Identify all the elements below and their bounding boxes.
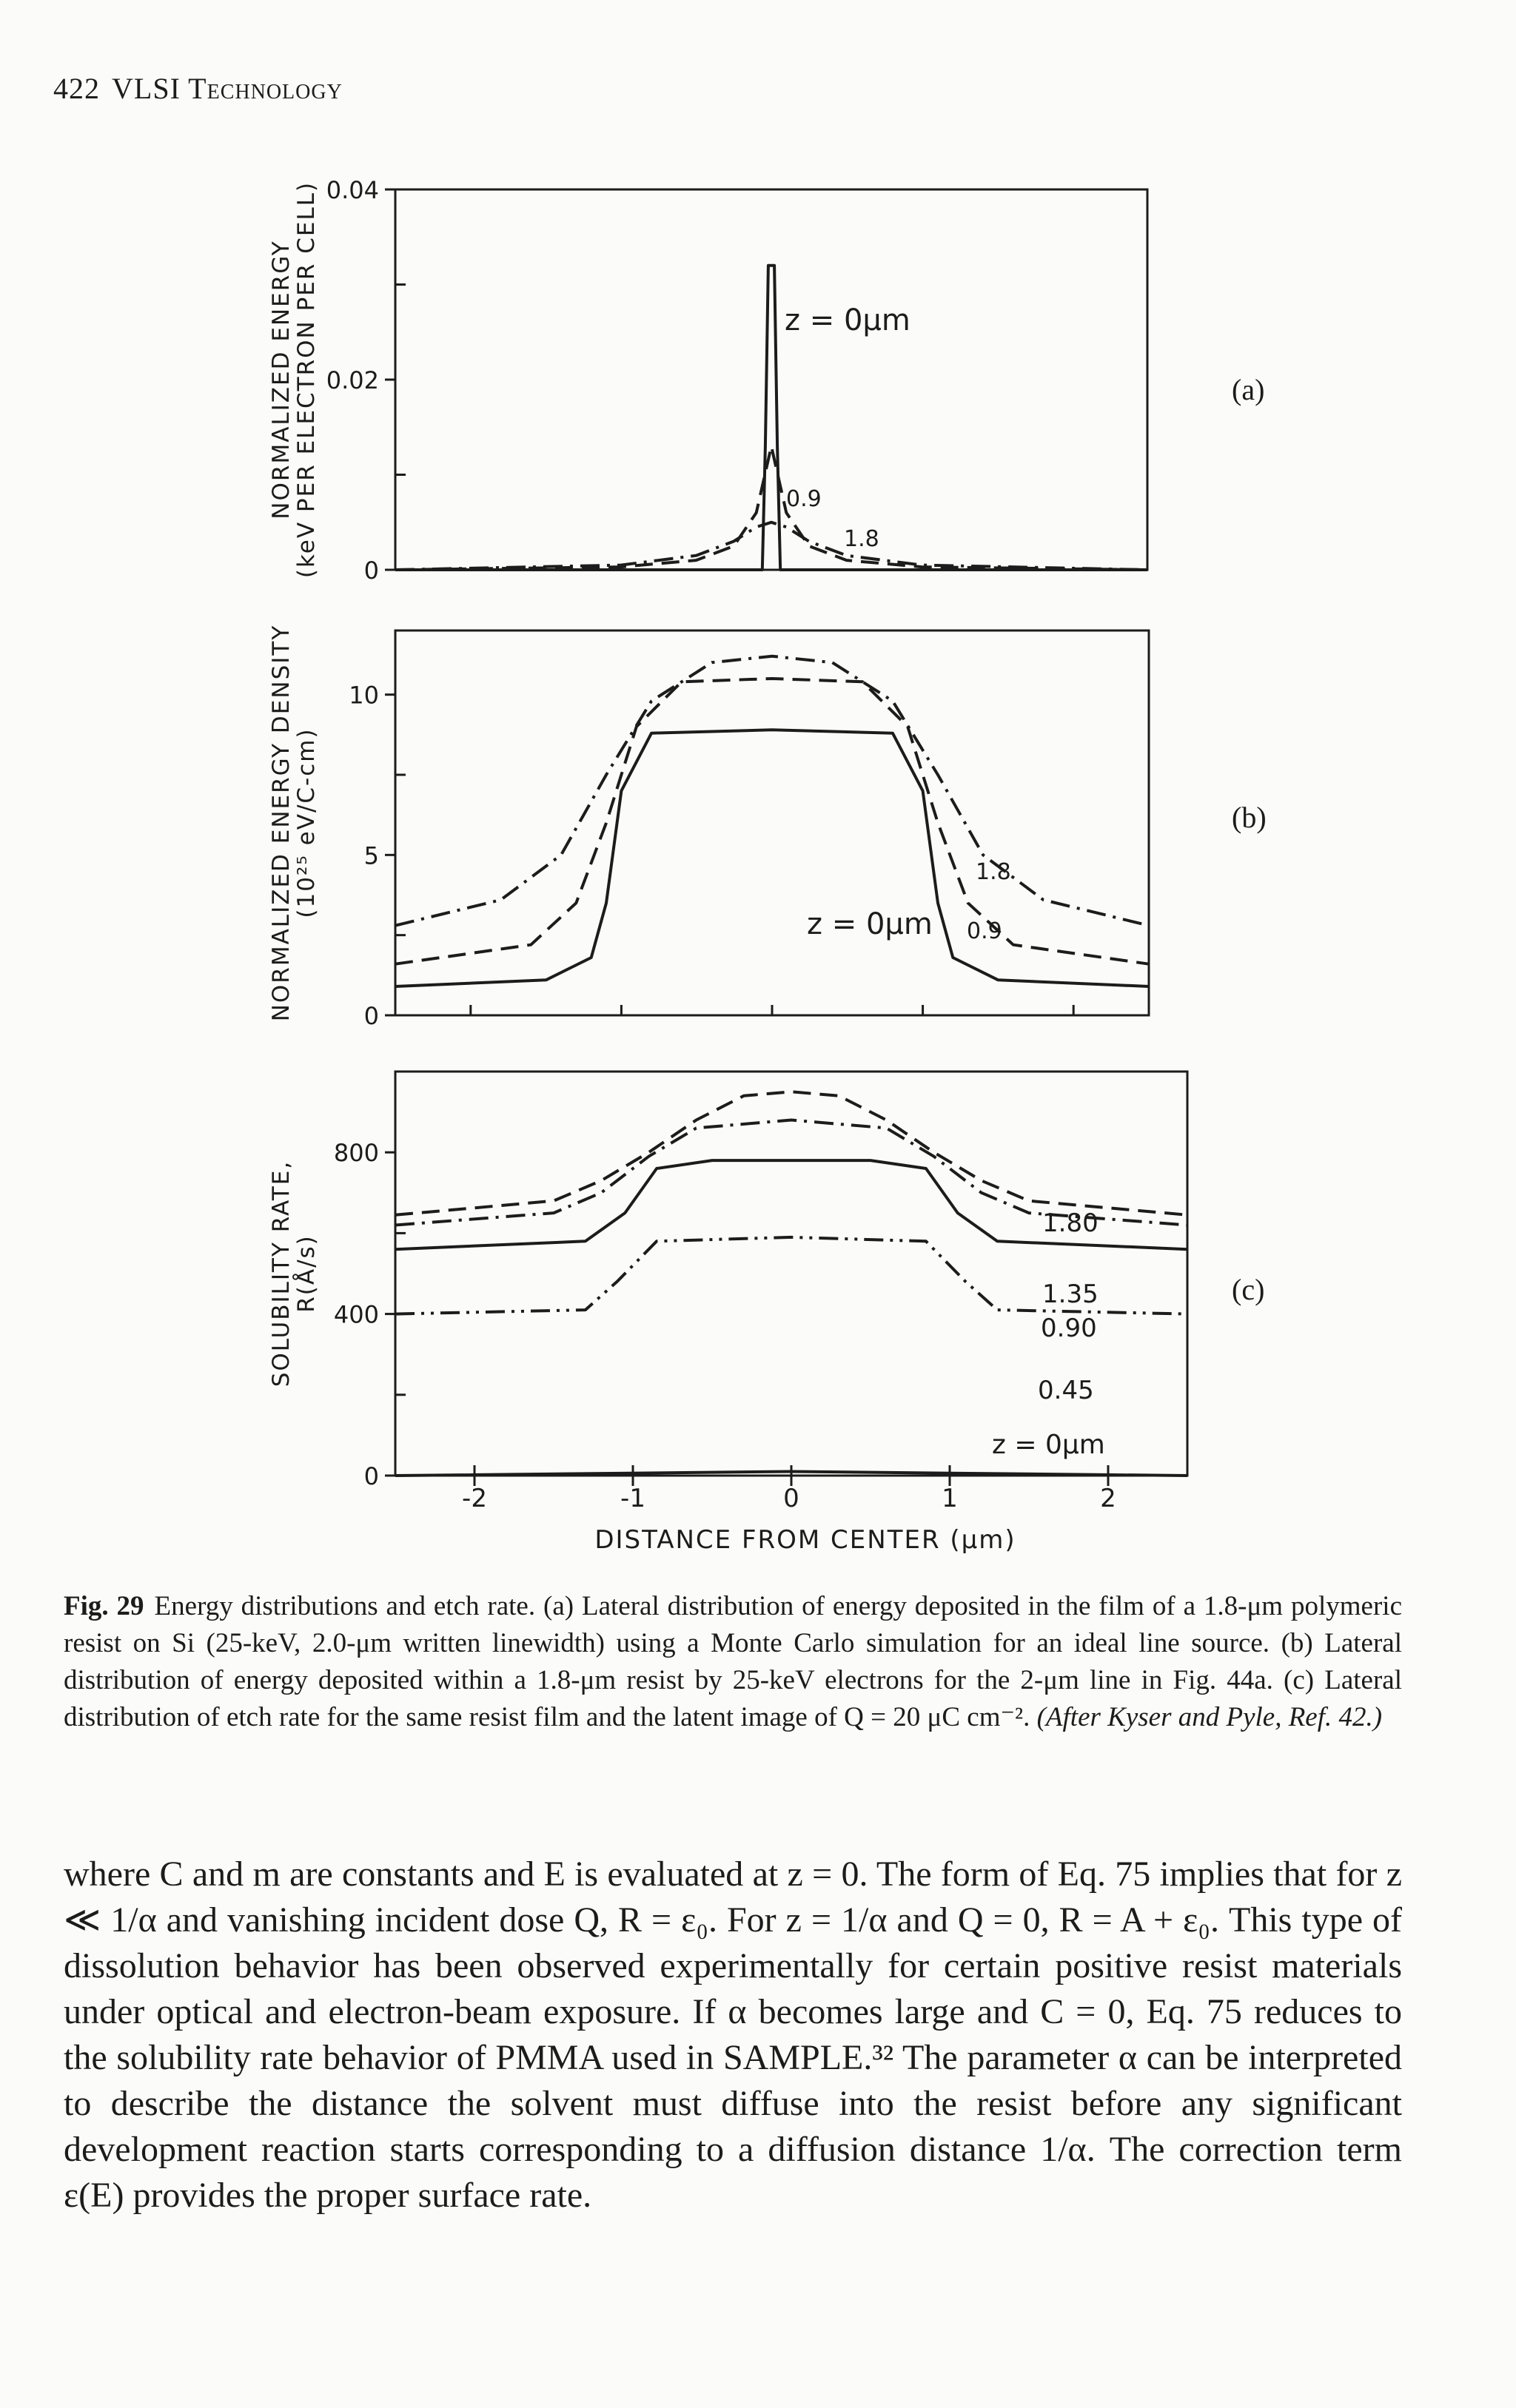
curve-label: z = 0μm — [992, 1430, 1105, 1460]
panel-label: (c) — [1232, 1273, 1265, 1306]
y-tick-label: 0 — [363, 1002, 379, 1030]
caption-text: Energy distributions and etch rate. (a) Lateral distribution of energy deposited in the film of a 1.8-μm polymeric resist on Si (25-keV, 2.0-μm written linewidth) using a Monte Carlo simulation for an ideal line source. (b) Lateral distribution of energy deposited within a 1.8-μm resist by 25-keV electrons for the 2-μm line in Fig. 44a. (c) Lateral distribution of etch rate for the same resist film and the latent image of Q = 20 μC cm⁻². — [64, 1591, 1402, 1732]
curve-label: 0.9 — [967, 918, 1002, 944]
series-line — [395, 446, 1147, 570]
y-tick-label: 10 — [349, 681, 379, 710]
y-axis-title: NORMALIZED ENERGY — [268, 240, 295, 519]
panel-frame — [395, 189, 1147, 570]
y-axis-title: (10²⁵ eV/C-cm) — [293, 727, 320, 918]
panel-label: (a) — [1232, 373, 1265, 406]
panel-a — [268, 176, 1264, 585]
figure-caption — [64, 1588, 1402, 1736]
panel-c — [268, 1072, 1264, 1490]
y-tick-label: 5 — [363, 841, 379, 870]
y-axis-title: (keV PER ELECTRON PER CELL) — [293, 181, 320, 579]
series-line — [395, 656, 1149, 926]
page-number: 422 — [53, 72, 100, 105]
y-tick-label: 800 — [333, 1139, 379, 1168]
series-line — [395, 522, 1147, 570]
curve-label: 1.35 — [1042, 1279, 1099, 1309]
panel-label: (b) — [1232, 801, 1267, 834]
panel-frame — [395, 1072, 1187, 1476]
panel-frame — [395, 630, 1149, 1015]
x-tick-label: 1 — [942, 1484, 958, 1513]
y-tick-label: 0 — [363, 556, 379, 585]
y-axis-title: SOLUBILITY RATE, — [268, 1160, 295, 1388]
curve-label: 0.90 — [1041, 1314, 1097, 1343]
y-tick-label: 0 — [363, 1462, 379, 1490]
series-line — [395, 1092, 1187, 1215]
x-tick-label: -1 — [620, 1484, 645, 1513]
curve-label: 0.45 — [1038, 1376, 1094, 1405]
x-axis-title: DISTANCE FROM CENTER (μm) — [594, 1525, 1016, 1555]
curve-label: 1.80 — [1042, 1208, 1099, 1238]
y-tick-label: 0.02 — [326, 366, 379, 394]
curve-label: 0.9 — [786, 486, 822, 512]
body-paragraph: where C and m are constants and E is evaluated at z = 0. The form of Eq. 75 implies that for z ≪ 1/α and vanishing incident dose Q, R = ε₀. For z = 1/α and Q = 0, R = A + ε₀. This type of dissolution behavior has been observed experimentally for certain positive resist materials under optical and electron-beam exposure. If α becomes large and C = 0, Eq. 75 reduces to the solubility rate behavior of PMMA used in SAMPLE.³² The parameter α can be interpreted to describe the distance the solvent must diffuse into the resist before any significant development reaction starts corresponding to a diffusion distance 1/α. The correction term ε(E) provides the proper surface rate. — [64, 1854, 1402, 2215]
x-tick-label: 2 — [1100, 1484, 1116, 1513]
curve-label: z = 0μm — [807, 907, 933, 941]
y-tick-label: 0.04 — [326, 176, 379, 204]
series-line — [395, 679, 1149, 964]
running-title: VLSI Technology — [112, 72, 343, 105]
curve-label: 1.8 — [844, 526, 879, 552]
figure-label: Fig. 29 — [64, 1591, 144, 1621]
x-tick-label: 0 — [783, 1484, 799, 1513]
curve-label: z = 0μm — [785, 303, 910, 337]
y-axis-title: R(Å/s) — [293, 1234, 320, 1313]
y-tick-label: 400 — [333, 1300, 379, 1329]
curve-label: 1.8 — [976, 859, 1011, 885]
caption-citation: (After Kyser and Pyle, Ref. 42.) — [1036, 1702, 1383, 1732]
series-line — [395, 266, 1147, 570]
panel-b — [268, 625, 1267, 1030]
x-tick-label: -2 — [462, 1484, 487, 1513]
y-axis-title: NORMALIZED ENERGY DENSITY — [268, 624, 295, 1022]
